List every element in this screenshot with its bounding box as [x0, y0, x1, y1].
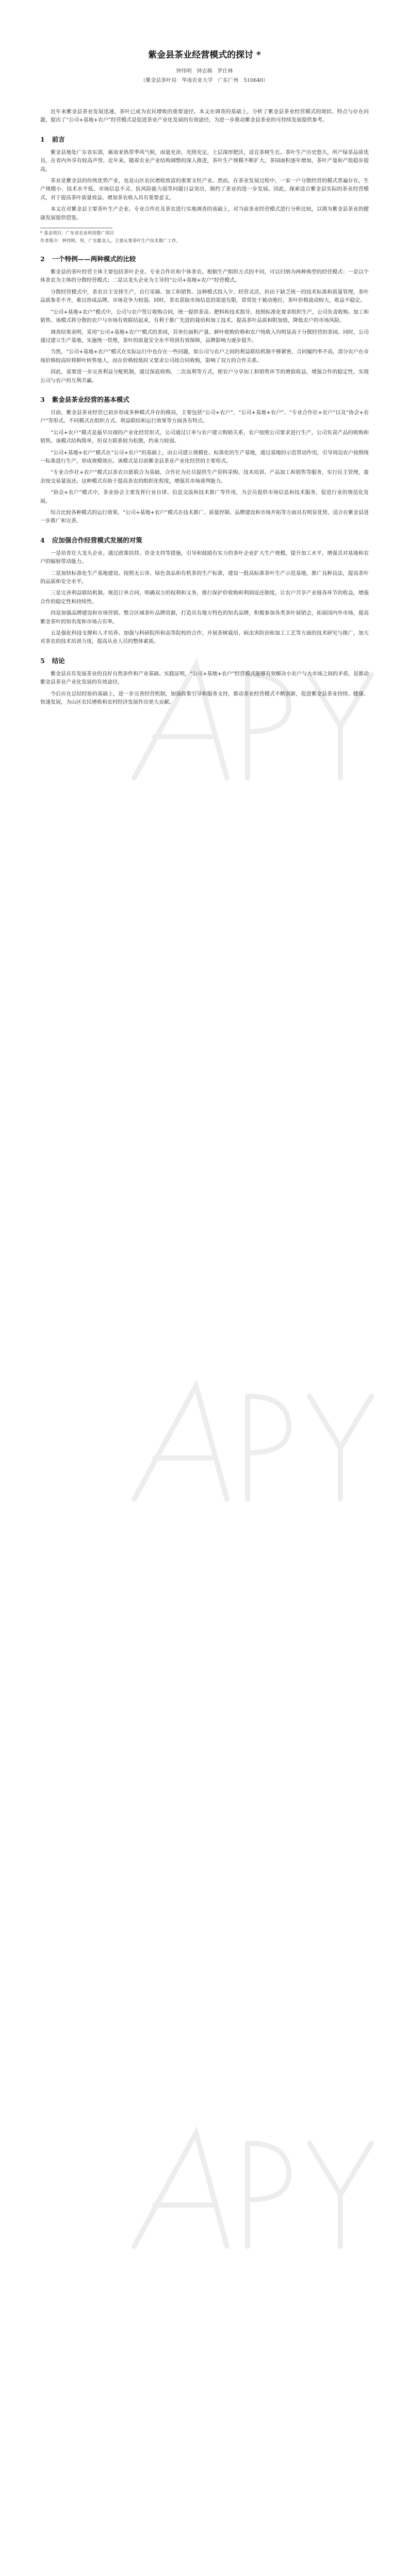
section-heading	[40, 134, 369, 144]
paper-title: 紫金县茶业经营模式的探讨 *	[148, 50, 261, 60]
section-title: 前言	[52, 135, 65, 143]
paragraph: 紫金县的茶叶经营主体主要包括茶叶企业、专业合作社和个体茶农。根据生产组织方式的不同，可以归纳为两种典型的经营模式：一是以个体茶农为主体的分散经营模式；二是以龙头企业为主导的“公司+基地+农户”经营模式。	[40, 269, 369, 284]
section-number: 3	[40, 395, 45, 403]
paragraph: “专业合作社+农户”模式以茶农自愿联合为基础，合作社为社员提供生产资料采购、技术培训、产品加工和销售等服务，实行民主管理，盈余按交易量返还。这种模式有助于提高茶农的组织化程度，增强其市场谈判能力。	[40, 470, 369, 484]
abstract-text: 近年来紫金县茶业发展迅速，茶叶已成为农民增收的重要途径。本文在调查的基础上，分析了紫金县茶业经营模式的现状、特点与存在问题，提出了“公司+基地+农户”经营模式是促进茶业产业化发展的有效途径，为进一步推动紫金县茶业的可持续发展提供参考。	[40, 109, 369, 124]
section-title: 结论	[52, 656, 65, 665]
paper-header	[0, 0, 409, 84]
section-title: 一个特例——两种模式的比较	[52, 255, 136, 263]
paragraph: 紫金县具有发展茶业的良好自然条件和产业基础。实践证明，“公司+基地+农户”经营模式能够有效解决小农户与大市场之间的矛盾，是推动紫金县茶业产业化发展的有效途径。	[40, 671, 369, 686]
section-heading	[40, 254, 369, 263]
paragraph: “协会+农户”模式中，茶业协会主要发挥行业自律、信息交流和技术推广等作用，为会员提供市场信息和技术服务，促进行业的规范化发展。	[40, 490, 369, 504]
paragraph: 四是加强品牌建设和市场营销。整合区域茶叶品牌资源，打造具有地方特色的知名品牌，积极参加各类茶叶展销会，拓展国内外市场，提高紫金茶叶的知名度和市场占有率。	[40, 611, 369, 625]
section-title: 紫金县茶业经营的基本模式	[52, 395, 129, 403]
section-heading	[40, 395, 369, 404]
section-heading	[40, 656, 369, 665]
paragraph: 五是强化科技支撑和人才培养。加强与科研院所和高等院校的合作，开展茶树栽培、病虫害防治和加工工艺等方面的技术研究与推广，加大对茶农的技术培训力度，提高从业人员的整体素质。	[40, 631, 369, 645]
paragraph: 一是培育壮大龙头企业。通过政策扶持、资金支持等措施，引导和鼓励有实力的茶叶企业扩大生产规模，提升加工水平，增强其对基地和农户的辐射带动能力。	[40, 550, 369, 565]
watermark-mark	[124, 2112, 392, 2267]
section-number: 2	[40, 255, 45, 263]
section-number: 1	[40, 135, 45, 143]
section-heading	[40, 535, 369, 545]
paragraph: “公司+农户”模式是最早出现的产业化经营形式，公司通过订单与农户建立购销关系，农户按照公司要求进行生产，公司负责产品的收购和销售。该模式结构简单，但双方联系较为松散，约束力较弱。	[40, 430, 369, 445]
paragraph: 三是完善利益联结机制。规范订单合同，明确双方的权利和义务，推行保护价收购和利润返还制度，让农户共享产业链各环节的收益，增强合作的稳定性和持续性。	[40, 590, 369, 605]
paper-affiliation: （紫金县茶叶局 华南农业大学 广东广州 510640）	[140, 78, 269, 83]
footnote: * 基金项目：广东省农业科技推广项目	[40, 231, 114, 236]
paragraph: 二是加快标准化生产基地建设。按照无公害、绿色食品和有机茶的生产标准，建设一批高标准茶叶生产示范基地，推广良种良法，提高茶叶的品质和安全水平。	[40, 570, 369, 585]
paragraph: 调查结果表明，采用“公司+基地+农户”模式的茶园，其单位面积产量、鲜叶收购价格和农户纯收入均明显高于分散经营的茶园。同时，公司通过建立生产基地，实施统一管理，茶叶的质量安全水平得到有效保障，品牌影响力逐步提升。	[40, 329, 369, 344]
paragraph: 今后应在总结经验的基础上，进一步完善经营机制，加强政策引导和服务支持，推动茶业经营模式不断创新，促进紫金县茶业持续、健康、快速发展，为山区农民增收和农村经济发展作出更大贡献。	[40, 691, 369, 706]
section-title: 应加强合作经营模式发展的对策	[52, 536, 142, 544]
paper-authors: 钟伟明 钟志棉 罗仕林	[176, 69, 233, 74]
paragraph: 本文在对紫金县主要茶叶生产企业、专业合作社及茶农进行实地调查的基础上，对当前茶业经营模式进行分析比较，以期为紫金县茶业的健康发展提供借鉴。	[40, 207, 369, 221]
section-number: 5	[40, 656, 45, 665]
footnote: 作者简介：钟伟明，男，广东紫金人，主要从事茶叶生产技术推广工作。	[40, 239, 181, 244]
paragraph: 当然，“公司+基地+农户”模式在实际运行中也存在一些问题，如公司与农户之间的利益联结机制不够紧密，合同履约率不高，部分农户在市场价格较高时将鲜叶转售他人，而在价格较低时又要求公司按合同收购，影响了双方的合作关系。	[40, 349, 369, 364]
paragraph: 茶业是紫金县的传统优势产业，也是山区农民增收致富的重要支柱产业。然而，在茶业发展过程中，一家一户分散经营的模式普遍存在，生产规模小、技术水平低、市场信息不灵、抗风险能力弱等问题日益突出，制约了茶业的进一步发展。因此，探索适合紫金县实际的茶业经营模式，对于提高茶叶质量效益、增加茶农收入具有重要意义。	[40, 178, 369, 201]
paragraph: 因此，需要进一步完善利益分配机制，通过保底收购、二次返利等方式，使农户分享加工和销售环节的增值收益，增强合作的稳定性，实现公司与农户的互利共赢。	[40, 369, 369, 384]
paragraph: 综合比较各种模式的运行效果，“公司+基地+农户”模式在技术推广、质量控制、品牌建设和市场开拓等方面具有明显优势，适合在紫金县进一步推广和完善。	[40, 510, 369, 524]
paragraph: 紫金县地处广东省东部，属南亚热带季风气候，雨量充沛，光照充足，土层深厚肥沃，适宜茶树生长。茶叶生产历史悠久，所产绿茶品质优良，在省内外享有较高声誉。近年来，随着农业产业结构调整的深入推进，茶叶生产规模不断扩大，茶园面积逐年增加，茶叶产量和产值稳步提高。	[40, 149, 369, 173]
paper-content	[40, 108, 369, 710]
watermark-mark	[124, 1365, 392, 1520]
section-number: 4	[40, 536, 45, 544]
paragraph: “公司+基地+农户”模式中，公司与农户签订收购合同，统一提供茶苗、肥料和技术指导，按照标准化要求组织生产，公司负责收购、加工和销售。该模式将分散的农户与市场有效联结起来，有利于推广先进的栽培和加工技术，提高茶叶品质和附加值，降低农户的市场风险。	[40, 309, 369, 324]
paragraph: “公司+基地+农户”模式在“公司+农户”的基础上，由公司建立规模化、标准化的生产基地，通过基地的示范带动作用，引导周边农户按照统一标准进行生产，形成规模效应。该模式是目前紫金县茶业产业化经营的主要形式。	[40, 450, 369, 464]
paragraph: 目前，紫金县茶业经营已初步形成多种模式并存的格局，主要包括“公司+农户”、“公司+基地+农户”、“专业合作社+农户”以及“协会+农户”等形式。不同模式在组织方式、利益联结和运行效果等方面各有特点。	[40, 410, 369, 425]
paragraph: 分散经营模式中，茶农自主安排生产，自行采摘、加工和销售。这种模式投入少、经营灵活，但由于缺乏统一的技术标准和质量管理，茶叶品质参差不齐，难以形成品牌，市场竞争力较弱。同时，茶农获取市场信息的渠道有限，常常处于被动地位，茶叶价格波动较大，收益不稳定。	[40, 289, 369, 304]
